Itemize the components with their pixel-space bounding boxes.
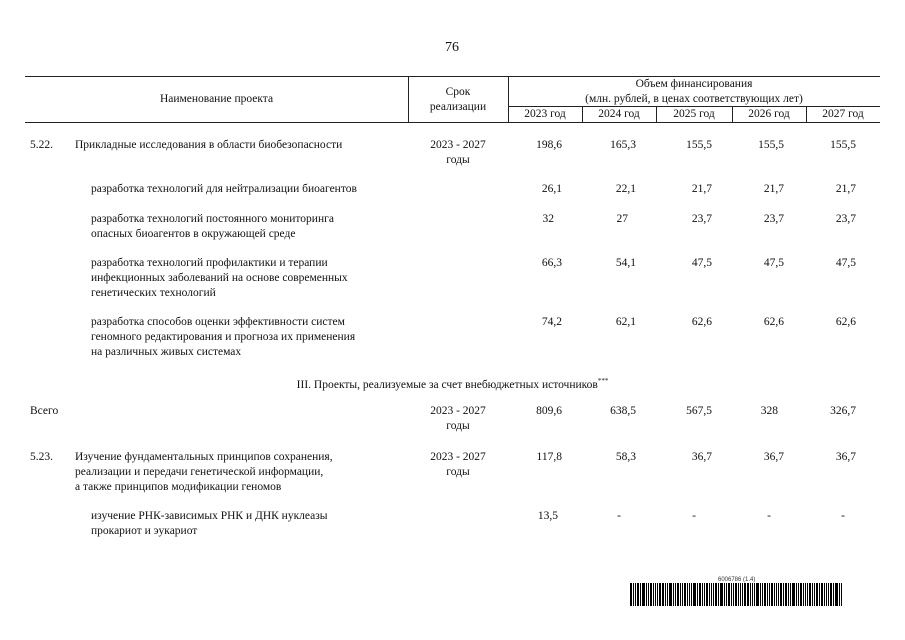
barcode-bar (783, 583, 784, 606)
barcode-bar (665, 583, 666, 606)
row-term: 2023 - 2027 годы (430, 451, 486, 478)
barcode-bar (809, 583, 811, 606)
header-funding: Объем финансирования (млн. рублей, в ценах соответствующих лет) (585, 78, 803, 105)
value-2025: 62,6 (691, 316, 712, 328)
barcode-bar (740, 583, 741, 606)
barcode-bar (747, 583, 749, 606)
barcode-bar (764, 583, 766, 606)
section-title: III. Проекты, реализуемые за счет внебюджетных источников*** (296, 377, 609, 391)
barcode-bar (816, 583, 818, 606)
barcode-bar (778, 583, 779, 606)
value-2025: 47,5 (691, 257, 712, 269)
header-year-2025: 2025 год (673, 108, 715, 120)
barcode-bar (735, 583, 737, 606)
barcode-bar (657, 583, 658, 606)
value-2026: 328 (760, 405, 778, 417)
row-subitem: разработка технологий постоянного мониторинга опасных биоагентов в окружающей среде (91, 213, 334, 240)
value-2025: 36,7 (691, 451, 712, 463)
row-number: 5.22. (30, 139, 53, 151)
value-2023: 809,6 (536, 405, 562, 417)
row-number: 5.23. (30, 451, 53, 463)
header-year-2026: 2026 год (748, 108, 790, 120)
barcode-bar (689, 583, 690, 606)
barcode-bar (650, 583, 652, 606)
row-subitem: разработка технологий профилактики и терапии инфекционных заболеваний на основе современных генетических технологий (91, 257, 348, 299)
page-number: 76 (445, 40, 459, 55)
barcode-bar (655, 583, 656, 606)
header-term: Срок реализации (429, 86, 487, 113)
barcode-bar (752, 583, 753, 606)
barcode-bar (697, 583, 698, 606)
barcode-bar (662, 583, 664, 606)
value-2024: 22,1 (615, 183, 636, 195)
barcode-bar (841, 583, 842, 606)
value-2026: 47,5 (763, 257, 784, 269)
barcode-bar (796, 583, 797, 606)
barcode-bar (760, 583, 761, 606)
barcode-bar (807, 583, 808, 606)
value-2026: 23,7 (763, 213, 784, 225)
barcode-bar (713, 583, 714, 606)
barcode (630, 577, 882, 606)
barcode-bar (691, 583, 692, 606)
value-2024: 62,1 (615, 316, 636, 328)
barcode-bar (819, 583, 820, 606)
barcode-bar (711, 583, 712, 606)
value-2025: - (692, 510, 696, 522)
value-2023: 117,8 (536, 451, 562, 463)
barcode-bar (706, 583, 708, 606)
barcode-bar (731, 583, 732, 606)
value-2027: 155,5 (830, 139, 856, 151)
barcode-bar (726, 583, 727, 606)
barcode-bars (630, 583, 882, 606)
row-title: Прикладные исследования в области биобезопасности (75, 139, 343, 151)
barcode-bar (756, 583, 759, 606)
value-2027: 36,7 (835, 451, 856, 463)
header-year-2023: 2023 год (524, 108, 566, 120)
barcode-bar (630, 583, 632, 606)
value-2027: 47,5 (835, 257, 856, 269)
value-2023: 13,5 (537, 510, 558, 522)
barcode-bar (812, 583, 813, 606)
barcode-bar (826, 583, 827, 606)
barcode-bar (792, 583, 795, 606)
barcode-bar (738, 583, 739, 606)
barcode-bar (805, 583, 806, 606)
value-2024: 58,3 (615, 451, 636, 463)
barcode-bar (788, 583, 789, 606)
barcode-bar (790, 583, 791, 606)
barcode-bar (774, 583, 775, 606)
row-term: 2023 - 2027 годы (430, 139, 486, 166)
barcode-bar (754, 583, 755, 606)
barcode-bar (653, 583, 654, 606)
header-bottom-border (25, 122, 880, 123)
barcode-bar (835, 583, 838, 606)
total-label: Всего (30, 405, 59, 417)
barcode-bar (821, 583, 823, 606)
barcode-bar (728, 583, 730, 606)
barcode-bar (814, 583, 815, 606)
value-2023: 26,1 (541, 183, 562, 195)
barcode-bar (648, 583, 649, 606)
barcode-bar (693, 583, 696, 606)
value-2027: 62,6 (835, 316, 856, 328)
value-2026: 62,6 (763, 316, 784, 328)
value-2025: 155,5 (686, 139, 712, 151)
barcode-bar (704, 583, 705, 606)
value-2023: 74,2 (541, 316, 562, 328)
barcode-bar (669, 583, 672, 606)
value-2025: 21,7 (691, 183, 712, 195)
barcode-bar (642, 583, 645, 606)
barcode-bar (699, 583, 701, 606)
barcode-bar (702, 583, 703, 606)
row-subitem: изучение РНК-зависимых РНК и ДНК нуклеазы прокариот и эукариот (91, 510, 328, 537)
barcode-bar (833, 583, 834, 606)
barcode-bar (750, 583, 751, 606)
barcode-bar (742, 583, 743, 606)
value-2024: 27 (616, 213, 628, 225)
value-2023: 198,6 (536, 139, 562, 151)
barcode-bar (780, 583, 782, 606)
value-2025: 567,5 (686, 405, 712, 417)
barcode-bar (637, 583, 639, 606)
barcode-bar (800, 583, 802, 606)
barcode-bar (785, 583, 787, 606)
value-2024: 638,5 (610, 405, 636, 417)
barcode-bar (828, 583, 829, 606)
barcode-bar (682, 583, 683, 606)
barcode-bar (718, 583, 719, 606)
value-2026: 21,7 (763, 183, 784, 195)
barcode-bar (724, 583, 725, 606)
value-2025: 23,7 (691, 213, 712, 225)
barcode-bar (733, 583, 734, 606)
barcode-bar (803, 583, 804, 606)
value-2024: 54,1 (615, 257, 636, 269)
value-2024: 165,3 (610, 139, 636, 151)
barcode-bar (635, 583, 636, 606)
barcode-label: 6006786 (1.4) (718, 577, 756, 583)
value-2026: - (767, 510, 771, 522)
barcode-bar (640, 583, 641, 606)
barcode-bar (824, 583, 825, 606)
value-2027: 21,7 (835, 183, 856, 195)
barcode-bar (771, 583, 773, 606)
header-year-2027: 2027 год (822, 108, 864, 120)
barcode-bar (677, 583, 679, 606)
row-subitem: разработка способов оценки эффективности систем геномного редактирования и прогноза их применения на различных живых системах (91, 316, 356, 358)
barcode-bar (667, 583, 668, 606)
barcode-bar (684, 583, 686, 606)
barcode-bar (633, 583, 634, 606)
barcode-bar (646, 583, 647, 606)
barcode-bar (839, 583, 840, 606)
barcode-bar (776, 583, 777, 606)
barcode-bar (767, 583, 768, 606)
row-title: Изучение фундаментальных принципов сохранения, реализации и передачи генетической информации, а также принципов модификации геномов (75, 451, 333, 493)
value-2026: 36,7 (763, 451, 784, 463)
barcode-bar (744, 583, 746, 606)
barcode-bar (798, 583, 799, 606)
header-year-2024: 2024 год (598, 108, 640, 120)
value-2023: 66,3 (541, 257, 562, 269)
row-subitem: разработка технологий для нейтрализации биоагентов (91, 183, 357, 195)
header-project-name: Наименование проекта (159, 93, 274, 105)
barcode-bar (769, 583, 770, 606)
barcode-bar (675, 583, 676, 606)
value-2027: 23,7 (835, 213, 856, 225)
barcode-bar (830, 583, 832, 606)
value-2027: - (841, 510, 845, 522)
value-2027: 326,7 (830, 405, 856, 417)
barcode-bar (687, 583, 688, 606)
value-2026: 155,5 (758, 139, 784, 151)
barcode-bar (715, 583, 717, 606)
value-2024: - (617, 510, 621, 522)
value-2023: 32 (542, 213, 554, 225)
barcode-bar (720, 583, 723, 606)
barcode-bar (659, 583, 661, 606)
barcode-bar (762, 583, 763, 606)
barcode-bar (680, 583, 681, 606)
barcode-bar (673, 583, 674, 606)
row-term: 2023 - 2027 годы (430, 405, 486, 432)
barcode-bar (709, 583, 710, 606)
